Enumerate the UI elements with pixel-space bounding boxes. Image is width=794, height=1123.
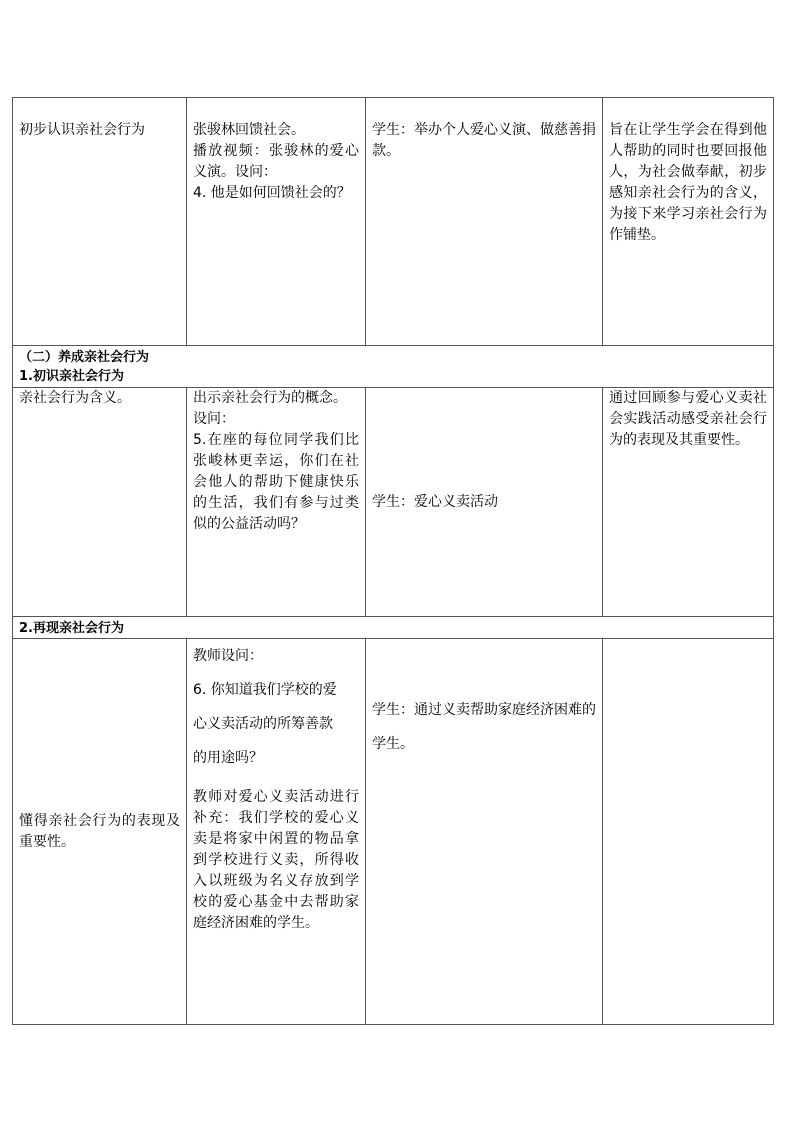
teacher-activity-line: 播放视频：张骏林的爱心义演。设问： (193, 143, 359, 180)
subsection-title: 2.再现亲社会行为 (19, 621, 124, 636)
content-text: 亲社会行为含义。 (19, 390, 131, 406)
teacher-activity-line: 5.在座的每位同学我们比张峻林更幸运，你们在社会他人的帮助下健康快乐的生活，我们有参与过类似的公益活动吗？ (193, 432, 359, 532)
content-text: 初步认识亲社会行为 (19, 122, 145, 138)
teacher-activity-cell (187, 98, 366, 346)
teacher-activity-cell (187, 639, 366, 1025)
student-activity-text: 学生：通过义卖帮助家庭经济困难的学生。 (372, 702, 596, 752)
teacher-question-block (193, 639, 359, 775)
student-activity-cell (366, 98, 603, 346)
section-title: （二）养成亲社会行为 (19, 350, 150, 365)
student-activity-cell (366, 639, 603, 1025)
subsection-title: 1.初识亲社会行为 (19, 369, 124, 384)
lesson-plan-table (12, 97, 774, 1025)
section-header-cell (13, 346, 774, 388)
content-text: 懂得亲社会行为的表现及重要性。 (19, 812, 180, 850)
table-row (13, 98, 774, 346)
section-header-cell (13, 617, 774, 639)
content-cell (13, 388, 187, 617)
section-header-row (13, 617, 774, 639)
teacher-activity-line: 出示亲社会行为的概念。 (193, 390, 347, 406)
student-activity-cell (366, 388, 603, 617)
design-intent-cell (603, 388, 774, 617)
design-intent-cell (603, 639, 774, 1025)
content-cell (13, 639, 187, 1025)
section-header-row (13, 346, 774, 388)
teacher-activity-line: 4. 他是如何回馈社会的？ (193, 185, 351, 201)
teacher-question-line: 教师设问： (193, 648, 263, 664)
student-activity-text: 学生：举办个人爱心义演、做慈善捐款。 (372, 122, 596, 159)
teacher-activity-line: 设问： (193, 411, 235, 427)
content-cell (13, 98, 187, 346)
table-row (13, 639, 774, 1025)
teacher-activity-line: 张骏林回馈社会。 (193, 122, 305, 138)
design-intent-cell (603, 98, 774, 346)
teacher-supplement-text: 教师对爱心义卖活动进行补充：我们学校的爱心义卖是将家中闲置的物品拿到学校进行义卖，所得收入以班级为名义存放到学校的爱心基金中去帮助家庭经济困难的学生。 (193, 789, 359, 931)
teacher-question-line: 的用途吗？ (193, 750, 263, 766)
teacher-activity-cell (187, 388, 366, 617)
table-row (13, 388, 774, 617)
teacher-question-line: 心义卖活动的所筹善款 (193, 716, 333, 732)
design-intent-text: 旨在让学生学会在得到他人帮助的同时也要回报他人，为社会做奉献，初步感知亲社会行为的含义，为接下来学习亲社会行为作铺垫。 (609, 122, 767, 243)
student-activity-text: 学生：爱心义卖活动 (372, 493, 498, 510)
teacher-question-line: 6. 你知道我们学校的爱 (193, 682, 337, 698)
design-intent-text: 通过回顾参与爱心义卖社会实践活动感受亲社会行为的表现及其重要性。 (609, 390, 767, 448)
